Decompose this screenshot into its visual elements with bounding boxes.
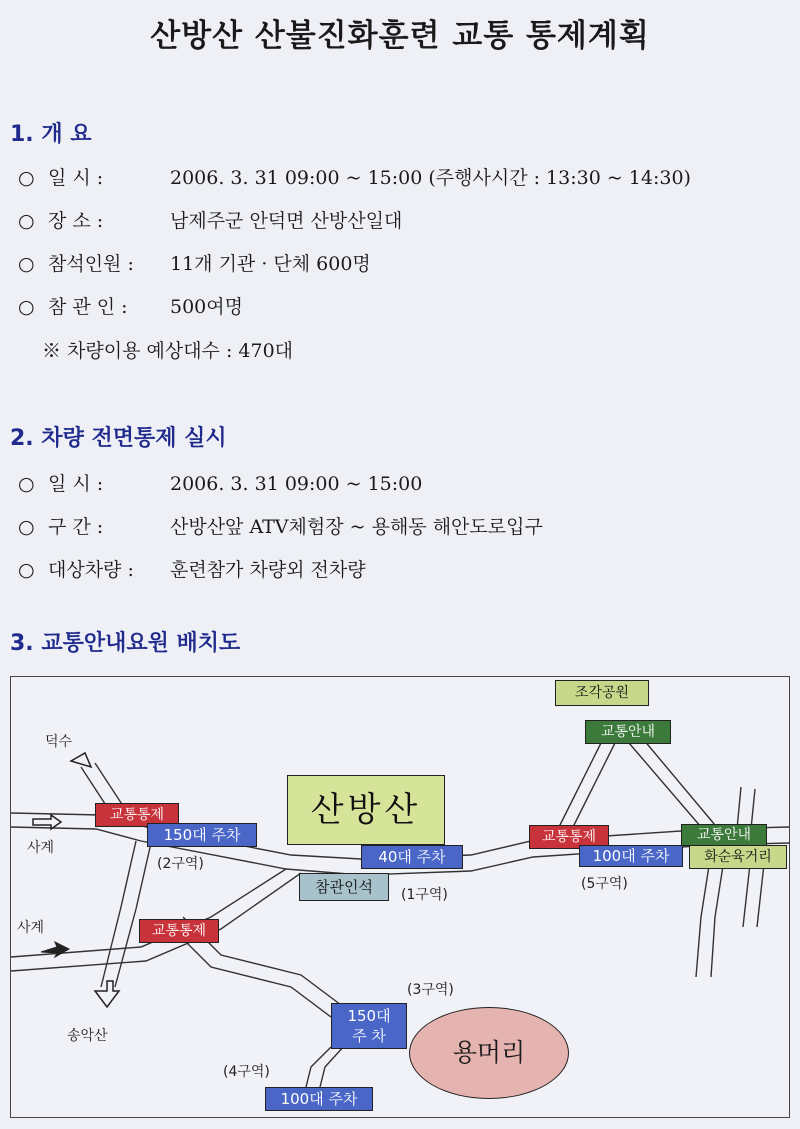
circle-bullet-icon: ○ bbox=[18, 167, 35, 189]
section-2-heading: 2. 차량 전면통제 실시 bbox=[10, 426, 227, 451]
item-label: 참 관 인 : bbox=[48, 296, 128, 318]
yongmeori-area: 용머리 bbox=[409, 1007, 569, 1099]
item-label: 구 간 : bbox=[48, 516, 104, 538]
section-3-heading: 3. 교통안내요원 배치도 bbox=[10, 631, 241, 656]
circle-bullet-icon: ○ bbox=[18, 559, 35, 581]
item-value: 남제주군 안덕면 산방산일대 bbox=[170, 210, 403, 232]
road-network bbox=[11, 677, 789, 1117]
place-songaksan: 송악산 bbox=[67, 1028, 108, 1044]
item-value: 산방산앞 ATV체험장 ~ 용해동 해안도로입구 bbox=[170, 516, 543, 538]
page-title: 산방산 산불진화훈련 교통 통제계획 bbox=[150, 18, 650, 54]
place-sagye-upper: 사계 bbox=[27, 840, 55, 856]
section-1-item-attendees bbox=[18, 249, 371, 276]
observer-seat: 참관인석 bbox=[299, 873, 389, 901]
item-label: 참석인원 : bbox=[48, 253, 134, 275]
circle-bullet-icon: ○ bbox=[18, 516, 35, 538]
circle-bullet-icon: ○ bbox=[18, 473, 35, 495]
section-1-item-observers bbox=[18, 292, 243, 319]
zone-5-label: (5구역) bbox=[581, 876, 628, 892]
item-value: 500여명 bbox=[170, 296, 243, 318]
zone-4-label: (4구역) bbox=[223, 1064, 270, 1080]
parking-150-zone3-line1: 150대 bbox=[347, 1007, 391, 1025]
section-2-item-vehicles bbox=[18, 555, 366, 582]
section-1-item-date bbox=[18, 163, 691, 190]
zone-3-label: (3구역) bbox=[407, 982, 454, 998]
zone-2-label: (2구역) bbox=[157, 856, 204, 872]
traffic-map bbox=[10, 676, 790, 1118]
item-label: 일 시 : bbox=[48, 167, 104, 189]
parking-100-zone5: 100대 주차 bbox=[579, 845, 683, 867]
parking-150-zone2: 150대 주차 bbox=[147, 823, 257, 847]
item-value: 11개 기관 · 단체 600명 bbox=[170, 253, 371, 275]
traffic-guide-top: 교통안내 bbox=[585, 720, 671, 744]
traffic-control-north: 교통통제 bbox=[95, 803, 179, 827]
section-1-item-place bbox=[18, 206, 402, 233]
traffic-guide-right: 교통안내 bbox=[681, 824, 767, 846]
section-1-heading: 1. 개 요 bbox=[10, 122, 92, 147]
circle-bullet-icon: ○ bbox=[18, 253, 35, 275]
item-value: 훈련참가 차량외 전차량 bbox=[170, 559, 366, 581]
sculpture-park-label: 조각공원 bbox=[555, 680, 649, 706]
parking-100-zone4: 100대 주차 bbox=[265, 1087, 373, 1111]
section-1-note: ※ 차량이용 예상대수 : 470대 bbox=[42, 340, 294, 362]
zone-1-label: (1구역) bbox=[401, 887, 448, 903]
place-deoksu: 덕수 bbox=[45, 734, 73, 750]
item-label: 장 소 : bbox=[48, 210, 104, 232]
section-2-item-section bbox=[18, 512, 543, 539]
parking-40-zone1: 40대 주차 bbox=[361, 845, 463, 869]
item-label: 일 시 : bbox=[48, 473, 104, 495]
item-value: 2006. 3. 31 09:00 ~ 15:00 (주행사시간 : 13:30 ~ 14:30) bbox=[170, 167, 691, 189]
circle-bullet-icon: ○ bbox=[18, 296, 35, 318]
place-sagye-lower: 사계 bbox=[17, 920, 45, 936]
parking-150-zone3-line2: 주 차 bbox=[352, 1027, 386, 1045]
junction-hwasun-label: 화순육거리 bbox=[689, 845, 787, 869]
section-2-item-date bbox=[18, 469, 422, 496]
mountain-sanbangsan: 산방산 bbox=[287, 775, 445, 845]
traffic-control-east: 교통통제 bbox=[529, 825, 609, 849]
circle-bullet-icon: ○ bbox=[18, 210, 35, 232]
item-label: 대상차량 : bbox=[48, 559, 134, 581]
traffic-control-south: 교통통제 bbox=[139, 919, 219, 943]
item-value: 2006. 3. 31 09:00 ~ 15:00 bbox=[170, 473, 423, 495]
parking-150-zone3 bbox=[331, 1003, 407, 1049]
